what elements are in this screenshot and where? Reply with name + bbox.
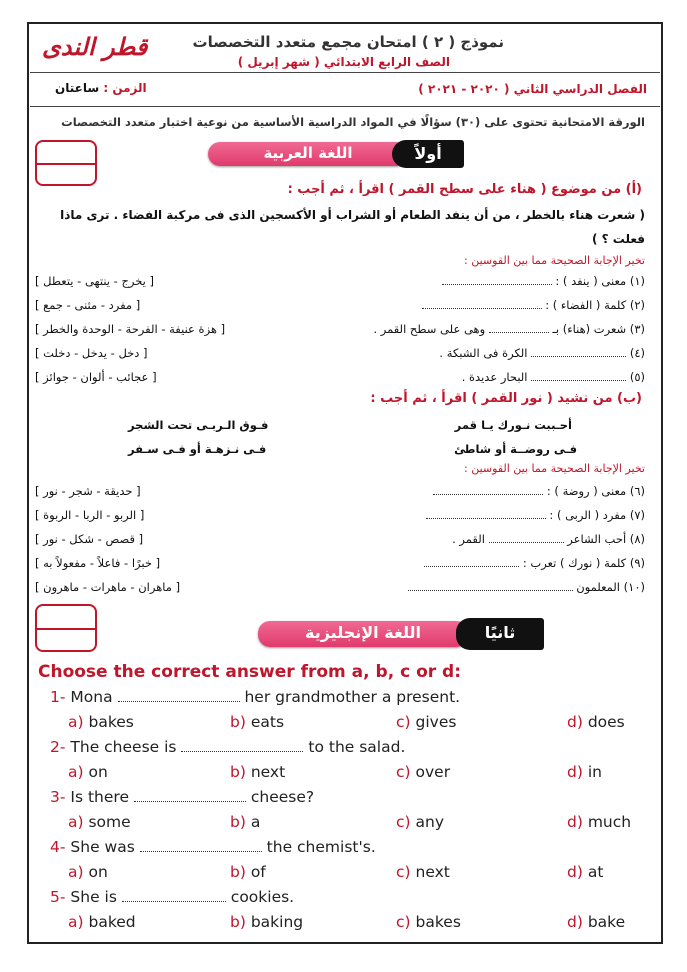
question-tail: وهى على سطح القمر .	[373, 322, 486, 336]
passage-line-1: ( شعرت هناء بالخطر ، من أن ينفد الطعام أو الشراب أو الأكسجين الذى فى مركبة الفضاء . ترى ماذا	[60, 208, 645, 222]
option-b[interactable]: b) eats	[230, 713, 285, 731]
question-item	[424, 556, 645, 570]
question-item	[433, 484, 645, 498]
options: [ هزة عنيفة - الفرحة - الوحدة والخطر ]	[35, 322, 226, 336]
option-d[interactable]: d) at	[567, 863, 604, 881]
section-banner-english	[258, 621, 468, 647]
question-item	[50, 888, 294, 906]
question-text: (٢) كلمة ( الفضاء ) :	[545, 298, 645, 312]
question-text: The cheese is	[70, 738, 177, 756]
question-number: 4-	[50, 838, 66, 856]
question-text: (٤)	[629, 346, 645, 360]
poem-line: فـى روضــة أو شاطئ	[454, 442, 577, 456]
intro-text: الورقة الامتحانية تحتوى على (٣٠) سؤالًا في المواد الدراسية الأساسية من نوعية اختبار متعدد التخصصات	[61, 115, 645, 129]
question-text: She was	[70, 838, 135, 856]
options: [ يخرج - ينتهى - يتعطل ]	[35, 274, 154, 288]
question-item	[442, 274, 645, 288]
section-tag-second	[456, 618, 544, 650]
poem-line: فـوق الـربـى تحت الشجر	[128, 418, 269, 432]
option-d[interactable]: d) much	[567, 813, 632, 831]
question-item	[426, 508, 645, 522]
option-b[interactable]: b) next	[230, 763, 286, 781]
poem-line: فـى نـزهـة أو فـى سـفر	[128, 442, 267, 456]
option-c[interactable]: c) next	[396, 863, 450, 881]
question-item	[50, 738, 405, 756]
exam-subtitle: الصف الرابع الابتدائي ( شهر إبريل )	[237, 55, 450, 69]
question-text: (٣) شعرت (هناء) بـ	[552, 322, 645, 336]
options: [ قصص - شكل - نور ]	[35, 532, 144, 546]
question-text: (٥)	[629, 370, 645, 384]
options: [ ماهران - ماهرات - ماهرون ]	[35, 580, 181, 594]
options: [ الربو - الربا - الربوة ]	[35, 508, 145, 522]
section-tag-first	[392, 140, 464, 168]
question-text: She is	[70, 888, 117, 906]
option-d[interactable]: d) bake	[567, 913, 626, 931]
question-text: (١٠) المعلمون	[576, 580, 645, 594]
option-b[interactable]: b) of	[230, 863, 266, 881]
english-instruction: Choose the correct answer from a, b, c or d:	[38, 662, 462, 682]
question-item	[373, 322, 645, 336]
question-text: to the salad.	[308, 738, 406, 756]
question-item	[50, 838, 376, 856]
question-number: 5-	[50, 888, 66, 906]
question-text: (٦) معنى ( روضة ) :	[546, 484, 645, 498]
tag-label: ثانيًا	[484, 623, 516, 642]
question-text: her grandmother a present.	[244, 688, 461, 706]
option-d[interactable]: d) in	[567, 763, 602, 781]
option-c[interactable]: c) gives	[396, 713, 457, 731]
question-text: (١) معنى ( ينفد ) :	[555, 274, 645, 288]
section-banner-arabic	[208, 142, 408, 166]
question-item	[452, 532, 645, 546]
part-b-title: (ب) من نشيد ( نور القمر ) اقرأ ، ثم أجب :	[370, 391, 642, 406]
question-text: (٩) كلمة ( نورك ) تعرب :	[522, 556, 645, 570]
option-b[interactable]: b) a	[230, 813, 261, 831]
option-b[interactable]: b) baking	[230, 913, 304, 931]
question-text: Mona	[70, 688, 113, 706]
question-text: cheese?	[250, 788, 315, 806]
question-number: 2-	[50, 738, 66, 756]
tag-label: أولاً	[414, 144, 442, 163]
banner-label: اللغة الإنجليزية	[305, 623, 421, 642]
time-value: ساعتان	[55, 81, 100, 95]
time-label: الزمن :	[103, 81, 147, 95]
instruction-b: تخير الإجابة الصحيحة مما بين القوسين :	[464, 462, 645, 475]
part-a-title	[288, 182, 642, 197]
question-item	[50, 788, 314, 806]
option-a[interactable]: a) on	[68, 863, 108, 881]
passage-line-2: فعلت ؟ )	[591, 232, 645, 246]
exam-title: نموذج ( ٢ ) امتحان مجمع متعدد التخصصات	[192, 33, 504, 51]
options: [ حديقة - شجر - نور ]	[35, 484, 141, 498]
options: [ دخل - يدخل - دخلت ]	[35, 346, 148, 360]
options: [ مفرد - مثنى - جمع ]	[35, 298, 141, 312]
divider	[30, 72, 660, 73]
poem-line: أحـببت نـورك يـا قمر	[454, 418, 572, 432]
question-text: cookies.	[230, 888, 295, 906]
option-c[interactable]: c) bakes	[396, 913, 461, 931]
options: [ عجائب - ألوان - جوائز ]	[35, 370, 157, 384]
option-a[interactable]: a) on	[68, 763, 108, 781]
brand-logo: قطر الندى	[42, 32, 148, 61]
question-item	[422, 298, 645, 312]
question-item	[50, 688, 460, 706]
question-tail: القمر .	[452, 532, 485, 546]
option-a[interactable]: a) baked	[68, 913, 136, 931]
part-a-title-text: (أ) من موضوع ( هناء على سطح القمر ) اقرأ ، ثم أجب :	[287, 182, 642, 197]
question-text: (٨) أحب الشاعر	[567, 532, 645, 546]
score-box	[35, 604, 97, 652]
question-item	[439, 346, 645, 360]
option-c[interactable]: c) over	[396, 763, 451, 781]
question-item	[408, 580, 645, 594]
question-tail: البحار عديدة .	[461, 370, 528, 384]
question-tail: الكرة فى الشبكة .	[439, 346, 528, 360]
option-c[interactable]: c) any	[396, 813, 445, 831]
option-a[interactable]: a) bakes	[68, 713, 134, 731]
time-info	[55, 81, 147, 95]
term-label: الفصل الدراسي الثاني ( ٢٠٢٠ - ٢٠٢١ )	[418, 82, 647, 96]
options: [ خبرًا - فاعلاً - مفعولاً به ]	[35, 556, 161, 570]
question-text: the chemist's.	[266, 838, 376, 856]
banner-label: اللغة العربية	[263, 144, 353, 162]
option-a[interactable]: a) some	[68, 813, 131, 831]
question-number: 3-	[50, 788, 66, 806]
instruction-a: تخير الإجابة الصحيحة مما بين القوسين :	[464, 254, 645, 267]
divider	[30, 106, 660, 107]
question-item	[462, 370, 645, 384]
score-box	[35, 140, 97, 186]
question-text: Is there	[70, 788, 129, 806]
question-text: (٧) مفرد ( الربى ) :	[549, 508, 645, 522]
option-d[interactable]: d) does	[567, 713, 625, 731]
question-number: 1-	[50, 688, 66, 706]
